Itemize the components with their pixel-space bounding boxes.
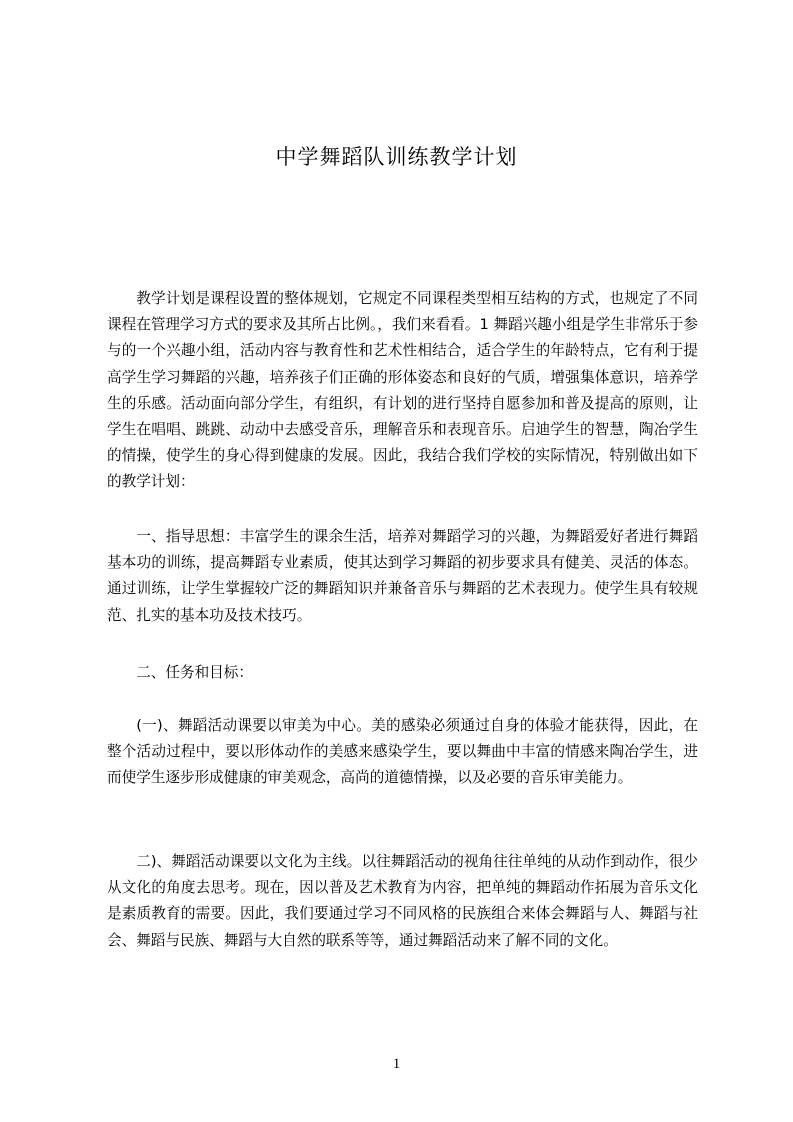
aesthetic-center-paragraph: (一)、舞蹈活动课要以审美为中心。美的感染必须通过自身的体验才能获得，因此，在整个活动过程中，要以形体动作的美感来感染学生，要以舞曲中丰富的情感来陶冶学生，进而使学生逐步形成健康的审美观念，高尚的道德情操，以及必要的音乐审美能力。	[107, 717, 698, 787]
intro-paragraph: 教学计划是课程设置的整体规划，它规定不同课程类型相互结构的方式，也规定了不同课程在管理学习方式的要求及其所占比例。，我们来看看。1 舞蹈兴趣小组是学生非常乐于参与的一个兴趣小组，活动内容与教育性和艺术性相结合，适合学生的年龄特点，它有利于提高学生学习舞蹈的兴趣，培养孩子们正确的形体姿态和良好的气质，增强集体意识，培养学生的乐感。活动面向部分学生，有组织，有计划的进行坚持自愿参加和普及提高的原则，让学生在唱唱、跳跳、动动中去感受音乐，理解音乐和表现音乐。启迪学生的智慧，陶冶学生的情操，使学生的身心得到健康的发展。因此，我结合我们学校的实际情况，特别做出如下的教学计划：	[107, 290, 698, 491]
guiding-ideology-paragraph: 一、指导思想：丰富学生的课余生活，培养对舞蹈学习的兴趣，为舞蹈爱好者进行舞蹈基本功的训练，提高舞蹈专业素质，使其达到学习舞蹈的初步要求具有健美、灵活的体态。通过训练，让学生掌握较广泛的舞蹈知识并兼备音乐与舞蹈的艺术表现力。使学生具有较规范、扎实的基本功及技术技巧。	[107, 528, 698, 624]
document-title: 中学舞蹈队训练教学计划	[275, 145, 518, 169]
tasks-goals-heading: 二、任务和目标：	[136, 664, 253, 681]
page-number: 1	[392, 1056, 401, 1072]
culture-mainline-paragraph: 二)、舞蹈活动课要以文化为主线。以往舞蹈活动的视角往往单纯的从动作到动作，很少从文化的角度去思考。现在，因以普及艺术教育为内容，把单纯的舞蹈动作拓展为音乐文化是素质教育的需要。因此，我们要通过学习不同风格的民族组合来体会舞蹈与人、舞蹈与社会、舞蹈与民族、舞蹈与大自然的联系等等，通过舞蹈活动来了解不同的文化。	[107, 853, 698, 949]
